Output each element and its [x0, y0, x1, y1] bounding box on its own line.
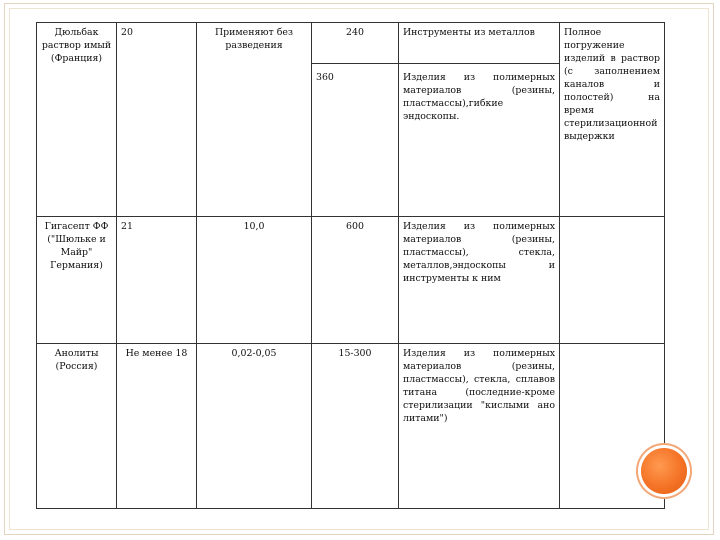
items-cell: Изделия из полимерных материалов (резины, пластмассы), стекла, металлов,эндоскопы и инструменты к ним	[399, 217, 560, 344]
items-metal: Инструменты из металлов	[403, 27, 535, 38]
method-cell	[560, 217, 665, 344]
items-polymer: Изделия из полимерных материалов (резины, пластмассы),гибкие эндоскопы.	[403, 72, 555, 122]
exposure-cell	[312, 23, 399, 217]
method-cell: Полное погружение изделий в раствор (с заполнением каналов и полостей) на время стерилизационной выдержки	[560, 23, 665, 217]
decorative-orange-circle	[641, 448, 687, 494]
concentration-cell: 21	[117, 217, 197, 344]
table-row	[37, 217, 665, 344]
items-cell: Изделия из полимерных материалов (резины, пластмассы), стекла, сплавов титана (последние-кроме стерилизации "кислыми ано литами")	[399, 344, 560, 509]
agent-name-cell: Дюльбак раствор имый (Франция)	[37, 23, 117, 217]
exposure-cell: 600	[312, 217, 399, 344]
dilution-cell: 10,0	[197, 217, 312, 344]
cell-divider	[399, 63, 560, 64]
exposure-cell: 15-300	[312, 344, 399, 509]
table-row	[37, 23, 665, 217]
dilution-cell: 0,02-0,05	[197, 344, 312, 509]
exposure-value-polymer: 360	[316, 72, 334, 83]
agent-name-cell: Анолиты (Россия)	[37, 344, 117, 509]
items-cell	[399, 23, 560, 217]
concentration-cell: Не менее 18	[117, 344, 197, 509]
concentration-cell: 20	[117, 23, 197, 217]
exposure-value-metal: 240	[346, 27, 364, 38]
table-row	[37, 344, 665, 509]
agent-name-cell: Гигасепт ФФ ("Шюльке и Майр" Германия)	[37, 217, 117, 344]
dilution-cell: Применяют без разведения	[197, 23, 312, 217]
cell-divider	[312, 63, 399, 64]
sterilization-agents-table	[36, 22, 665, 509]
